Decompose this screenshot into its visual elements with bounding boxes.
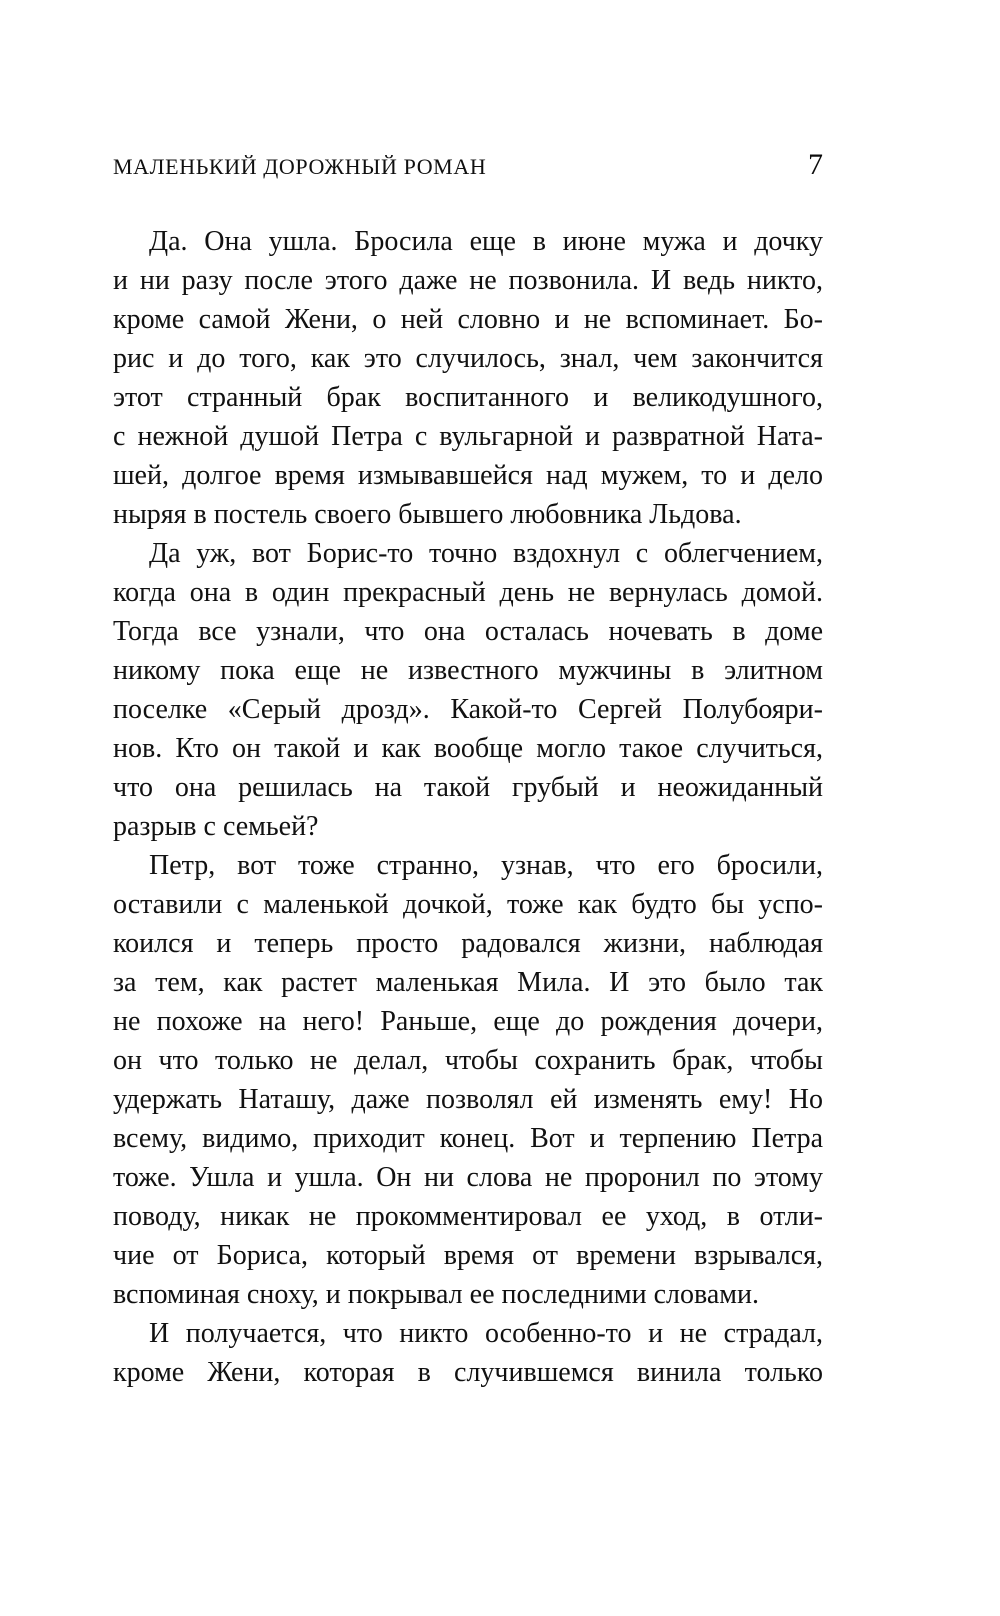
- text-line: за тем, как растет маленькая Мила. И это было так: [113, 967, 823, 998]
- text-line: и ни разу после этого даже не позвонила. И ведь никто,: [113, 265, 823, 296]
- text-line: не похоже на него! Раньше, еще до рождения дочери,: [113, 1006, 823, 1037]
- text-line: поводу, никак не прокомментировал ее уход, в отли-: [113, 1201, 823, 1232]
- text-line: с нежной душой Петра с вульгарной и развратной Ната-: [113, 421, 823, 452]
- text-line: Да. Она ушла. Бросила еще в июне мужа и дочку: [149, 226, 823, 257]
- page-body-text: [113, 222, 823, 1392]
- text-line: удержать Наташу, даже позволял ей изменять ему! Но: [113, 1084, 823, 1115]
- text-line: И получается, что никто особенно-то и не страдал,: [149, 1318, 823, 1349]
- text-line: что она решилась на такой грубый и неожиданный: [113, 772, 823, 803]
- text-line: тоже. Ушла и ушла. Он ни слова не проронил по этому: [113, 1162, 823, 1193]
- text-line: когда она в один прекрасный день не вернулась домой.: [113, 577, 823, 608]
- paragraph: [113, 534, 823, 846]
- text-line: шей, долгое время измывавшейся над мужем, то и дело: [113, 460, 823, 491]
- page-header: [113, 148, 823, 182]
- text-line: Да уж, вот Борис-то точно вздохнул с облегчением,: [149, 538, 823, 569]
- text-line: ныряя в постель своего бывшего любовника Льдова.: [113, 499, 742, 530]
- text-line: этот странный брак воспитанного и великодушного,: [113, 382, 823, 413]
- text-line: Петр, вот тоже странно, узнав, что его бросили,: [149, 850, 823, 881]
- page-number: 7: [808, 148, 823, 181]
- running-title: МАЛЕНЬКИЙ ДОРОЖНЫЙ РОМАН: [113, 154, 487, 179]
- text-line: он что только не делал, чтобы сохранить брак, чтобы: [113, 1045, 823, 1076]
- text-line: чие от Бориса, который время от времени взрывался,: [113, 1240, 823, 1271]
- text-line: вспоминая сноху, и покрывал ее последними словами.: [113, 1279, 759, 1310]
- paragraph: [113, 222, 823, 534]
- paragraph: [113, 846, 823, 1314]
- text-line: нов. Кто он такой и как вообще могло такое случиться,: [113, 733, 823, 764]
- paragraph: [113, 1314, 823, 1392]
- text-line: кроме Жени, которая в случившемся винила только: [113, 1357, 823, 1388]
- text-line: оставили с маленькой дочкой, тоже как будто бы успо-: [113, 889, 823, 920]
- text-line: разрыв с семьей?: [113, 811, 319, 842]
- text-line: Тогда все узнали, что она осталась ночевать в доме: [113, 616, 823, 647]
- text-line: коился и теперь просто радовался жизни, наблюдая: [113, 928, 823, 959]
- text-line: поселке «Серый дрозд». Какой-то Сергей Полубояри-: [113, 694, 823, 725]
- text-line: кроме самой Жени, о ней словно и не вспоминает. Бо-: [113, 304, 823, 335]
- text-line: всему, видимо, приходит конец. Вот и терпению Петра: [113, 1123, 823, 1154]
- text-line: рис и до того, как это случилось, знал, чем закончится: [113, 343, 823, 374]
- text-line: никому пока еще не известного мужчины в элитном: [113, 655, 823, 686]
